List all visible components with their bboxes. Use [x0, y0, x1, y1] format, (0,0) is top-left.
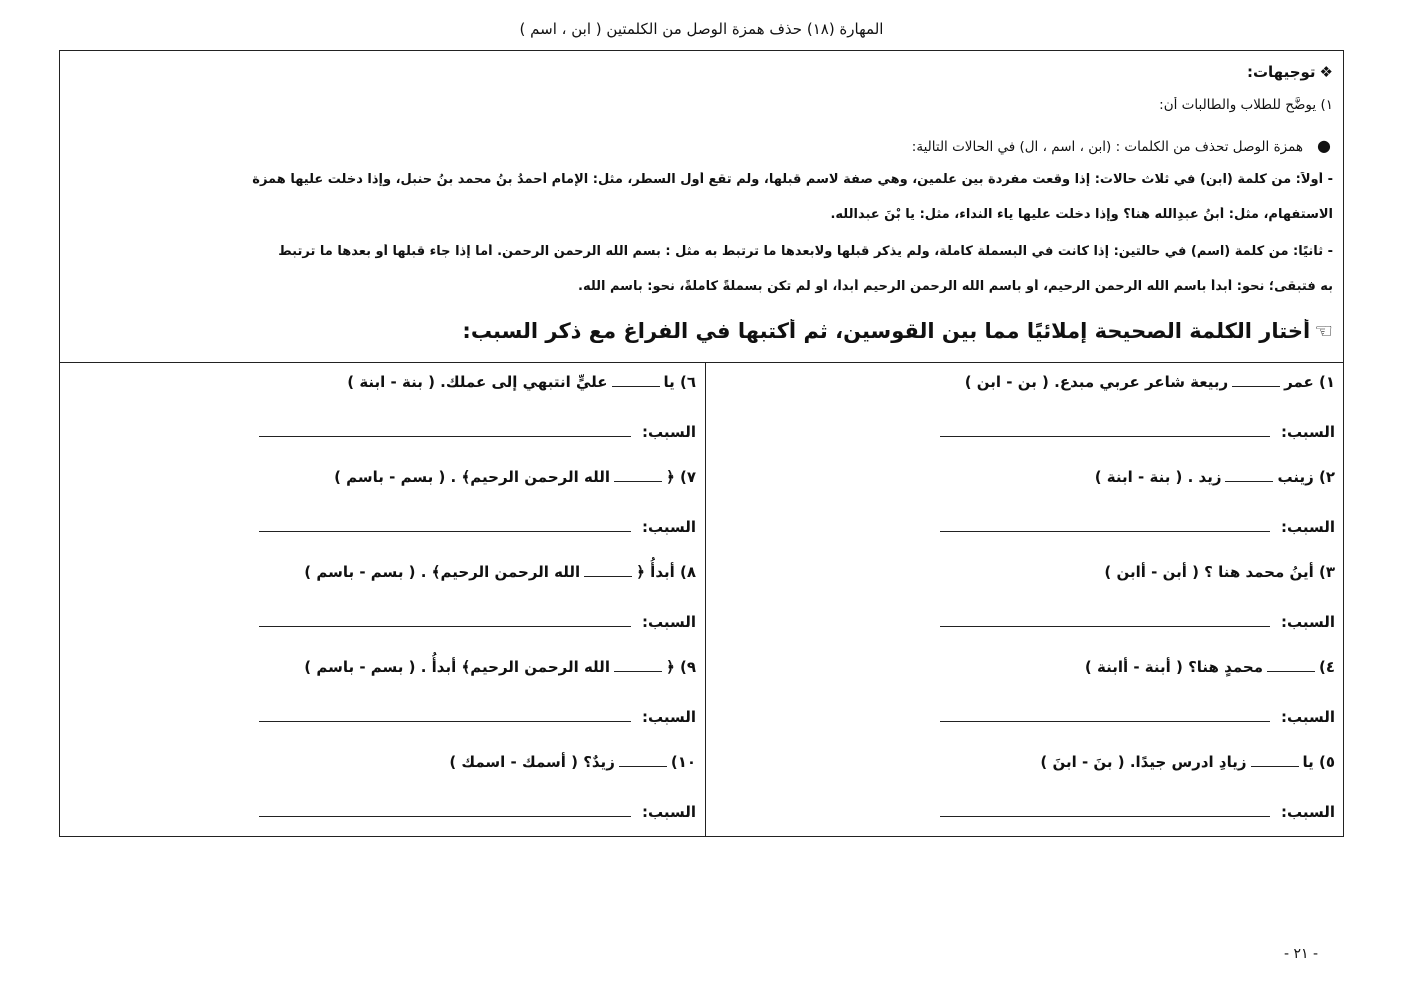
reason-9: السبب:: [259, 707, 696, 726]
instructions-heading: [70, 63, 1333, 81]
reason-line-3[interactable]: [940, 612, 1270, 627]
question-3: ٣) أينُ محمد هنا ؟ ( أبن - أابن ): [1104, 563, 1335, 581]
reason-2: السبب:: [940, 517, 1335, 536]
instruction-line-5: - ثانيًا: من كلمة (اسم) في حالتين: إذا كانت في البسملة كاملة، ولم يذكر قبلها ولابعدها ما ترتبط به مثل : بسم الله الرحمن الرحمن. أما إذا جاء قبلها أو بعدها ما ترتبط: [278, 244, 1333, 259]
answer-blank-9[interactable]: [614, 658, 662, 672]
answer-blank-1[interactable]: [1232, 373, 1280, 387]
reason-4: السبب:: [940, 707, 1335, 726]
instruction-line-2: [70, 136, 1333, 155]
reason-1: السبب:: [940, 422, 1335, 441]
heading-text: توجيهات:: [1246, 63, 1316, 81]
question-1: ١) عمرربيعة شاعر عربي مبدع. ( بن - ابن ): [964, 373, 1335, 391]
answer-blank-8[interactable]: [584, 563, 632, 577]
column-divider: [705, 363, 706, 836]
page-title: المهارة (١٨) حذف همزة الوصل من الكلمتين ( ابن ، اسم ): [519, 20, 884, 38]
reason-6: السبب:: [259, 422, 696, 441]
reason-7: السبب:: [259, 517, 696, 536]
reason-line-6[interactable]: [259, 422, 631, 437]
question-2: ٢) زينبزيد . ( بنة - ابنة ): [1094, 468, 1335, 486]
instruction-line-4: الاستفهام، مثل: أبنُ عبدِالله هنا؟ وإذا دخلت عليها ياء النداء، مثل: يا بْنَ عبدالله.: [830, 207, 1333, 222]
answer-blank-4[interactable]: [1267, 658, 1315, 672]
question-8: ٨) أبدأُ ﴿الله الرحمن الرحيم﴾ . ( بسم - باسم ): [304, 563, 696, 581]
answer-blank-7[interactable]: [614, 468, 662, 482]
question-6: ٦) ياعليٍّ انتبهي إلى عملك. ( بنة - ابنة ): [347, 373, 696, 391]
question-9: ٩) ﴿الله الرحمن الرحيم﴾ أبدأُ . ( بسم - باسم ): [304, 658, 696, 676]
question-4: ٤)محمدٍ هنا؟ ( أبنة - أابنة ): [1084, 658, 1335, 676]
reason-line-1[interactable]: [940, 422, 1270, 437]
reason-line-5[interactable]: [940, 802, 1270, 817]
question-10: ١٠)زيدٌ؟ ( أسمك - اسمك ): [449, 753, 696, 771]
answer-blank-6[interactable]: [612, 373, 660, 387]
reason-line-8[interactable]: [259, 612, 631, 627]
question-5: ٥) يازيادِ ادرس جيدًا. ( بنَ - ابنَ ): [1040, 753, 1335, 771]
answer-blank-10[interactable]: [619, 753, 667, 767]
instruction-line-2-text: همزة الوصل تحذف من الكلمات : (ابن ، اسم ، ال) في الحالات التالية:: [911, 139, 1304, 155]
reason-10: السبب:: [259, 802, 696, 821]
task-line: [70, 319, 1333, 343]
reason-8: السبب:: [259, 612, 696, 631]
instructions-box: [60, 51, 1343, 363]
instruction-line-1: ١) يوضَّح للطلاب والطالبات أن:: [1159, 97, 1333, 113]
page-number: - ٢١ -: [1284, 946, 1319, 962]
reason-line-9[interactable]: [259, 707, 631, 722]
question-7: ٧) ﴿الله الرحمن الرحيم﴾ . ( بسم - باسم ): [334, 468, 696, 486]
reason-5: السبب:: [940, 802, 1335, 821]
instruction-line-6: به فتبقى؛ نحو: أبدأ باسمِ الله الرحمن الرحيم، أو باسمِ الله الرحمن الرحيم أبدأ، أو لم تكن بسملةً كاملةً، نحو: باسم الله.: [578, 279, 1333, 294]
reason-line-4[interactable]: [940, 707, 1270, 722]
answer-blank-2[interactable]: [1225, 468, 1273, 482]
worksheet-frame: [59, 50, 1344, 837]
reason-line-7[interactable]: [259, 517, 631, 532]
reason-line-10[interactable]: [259, 802, 631, 817]
task-text: أختار الكلمة الصحيحة إملائيًا مما بين القوسين، ثم أكتبها في الفراغ مع ذكر السبب:: [462, 319, 1311, 343]
reason-line-2[interactable]: [940, 517, 1270, 532]
bullet-icon: ●: [1317, 136, 1331, 155]
diamond-bullet-icon: ❖: [1319, 63, 1333, 81]
answer-blank-5[interactable]: [1251, 753, 1299, 767]
reason-3: السبب:: [940, 612, 1335, 631]
pointing-hand-icon: ☜: [1314, 319, 1333, 343]
instruction-line-3: - أولاً: من كلمة (ابن) في ثلاث حالات: إذا وقعت مفردة بين علمين، وهي صفة لاسمٍ قبلها، ولم تقع أول السطر، مثل: الإمام أحمدُ بنُ محمد بنُ حنبل، وإذا دخلت عليها همزة: [252, 172, 1333, 187]
